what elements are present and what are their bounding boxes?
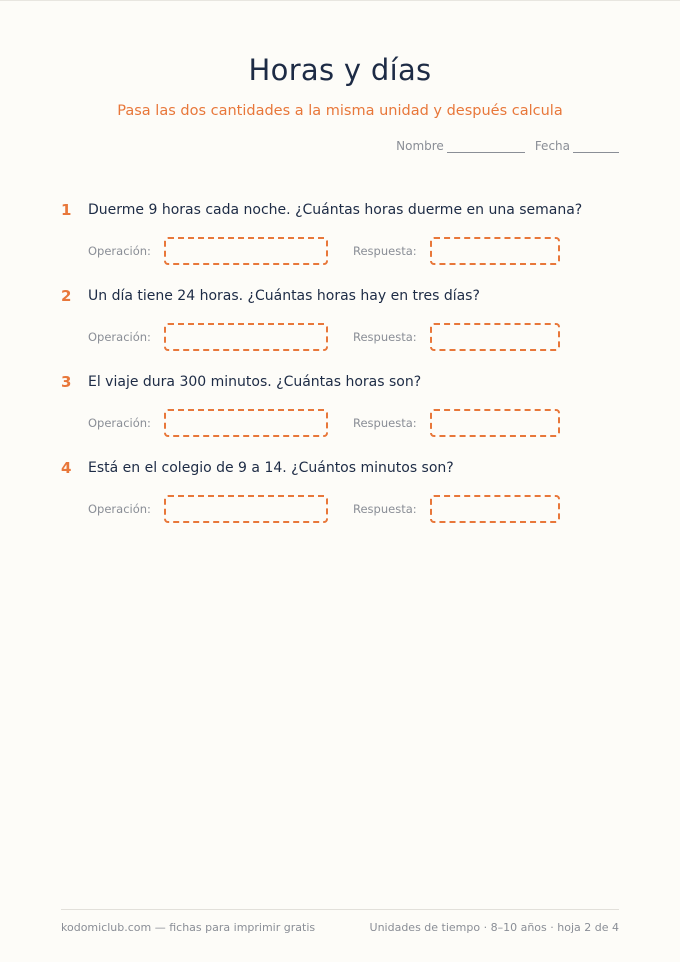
date-blank-line[interactable] — [573, 140, 619, 153]
student-info — [396, 139, 619, 153]
answer-box[interactable] — [430, 323, 560, 351]
operation-answer-box[interactable] — [164, 495, 328, 523]
problem-number: 4 — [61, 459, 72, 477]
operation-answer-box[interactable] — [164, 237, 328, 265]
date-label: Fecha — [534, 139, 570, 153]
answer-label: Respuesta: — [353, 244, 417, 258]
problem-number: 1 — [61, 201, 72, 219]
operation-label: Operación: — [88, 416, 151, 430]
operation-label: Operación: — [88, 330, 151, 344]
name-label: Nombre — [396, 139, 444, 153]
problem-question: Duerme 9 horas cada noche. ¿Cuántas horas duerme en una semana? — [88, 202, 583, 218]
answer-box[interactable] — [430, 237, 560, 265]
problem-question: El viaje dura 300 minutos. ¿Cuántas horas son? — [88, 374, 422, 390]
problem-question: Está en el colegio de 9 a 14. ¿Cuántos minutos son? — [88, 460, 454, 476]
answer-label: Respuesta: — [353, 502, 417, 516]
footer-sheet-info: Unidades de tiempo · 8–10 años · hoja 2 de 4 — [369, 921, 619, 934]
operation-label: Operación: — [88, 502, 151, 516]
problem-question: Un día tiene 24 horas. ¿Cuántas horas hay en tres días? — [88, 288, 480, 304]
problem-number: 2 — [61, 287, 72, 305]
name-blank-line[interactable] — [447, 140, 525, 153]
operation-answer-box[interactable] — [164, 323, 328, 351]
answer-label: Respuesta: — [353, 416, 417, 430]
problem-number: 3 — [61, 373, 72, 391]
operation-label: Operación: — [88, 244, 151, 258]
operation-answer-box[interactable] — [164, 409, 328, 437]
answer-box[interactable] — [430, 409, 560, 437]
footer-divider — [61, 909, 619, 910]
answer-box[interactable] — [430, 495, 560, 523]
page-title: Horas y días — [248, 53, 432, 87]
page-subtitle: Pasa las dos cantidades a la misma unidad y después calcula — [117, 103, 563, 119]
footer-site-credit: kodomiclub.com — fichas para imprimir gratis — [61, 921, 316, 934]
answer-label: Respuesta: — [353, 330, 417, 344]
